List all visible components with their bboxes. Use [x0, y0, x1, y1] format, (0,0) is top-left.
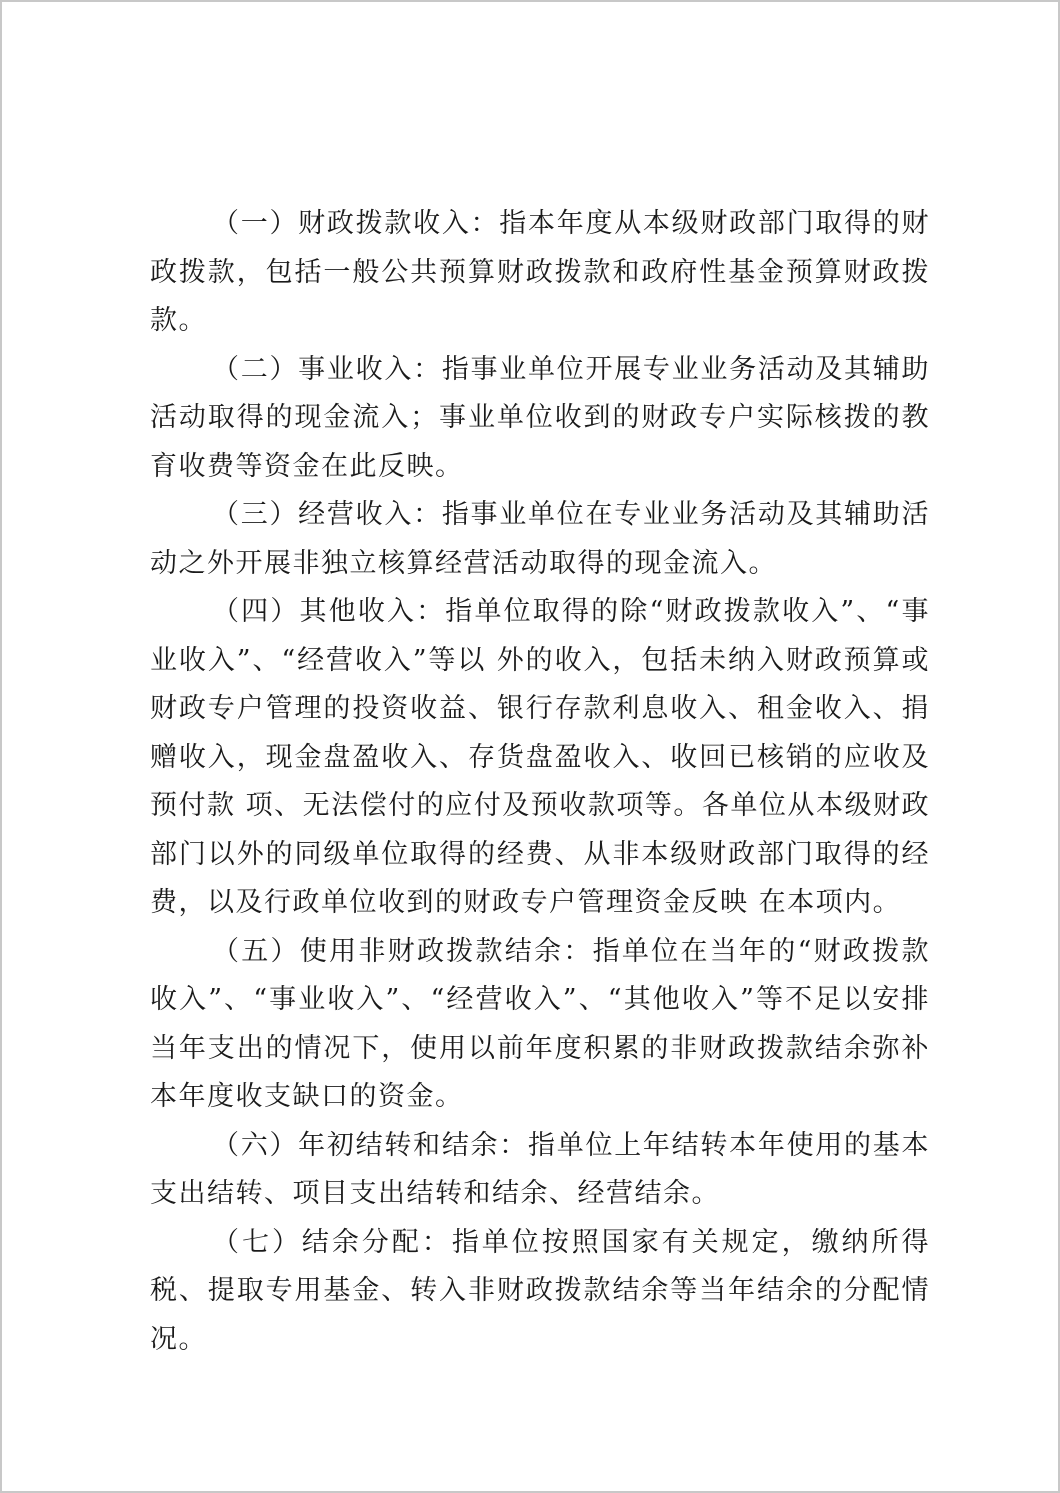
paragraph-opening-carryover: （六）年初结转和结余：指单位上年结转本年使用的基本支出结转、项目支出结转和结余、经营结余。 [150, 1129, 930, 1209]
paragraph-fiscal-appropriation-income: （一）财政拨款收入：指本年度从本级财政部门取得的财政拨款，包括一般公共预算财政拨款和政府性基金预算财政拨款。 [150, 208, 930, 336]
paragraph-other-income: （四）其他收入：指单位取得的除“财政拨款收入”、“事业收入”、“经营收入”等以 外的收入，包括未纳入财政预算或财政专户管理的投资收益、银行存款利息收入、租金收入、捐赠收入，现金盘盈收入、存货盘盈收入、收回已核销的应收及预付款 项、无法偿付的应付及预收款项等。各单位从本级财政部门以外的同级单位取得的经费、从非本级财政部门取得的经费，以及行政单位收到的财政专户管理资金反映 在本项内。 [150, 596, 930, 918]
paragraph-business-income: （二）事业收入：指事业单位开展专业业务活动及其辅助活动取得的现金流入；事业单位收到的财政专户实际核拨的教育收费等资金在此反映。 [150, 353, 930, 482]
document-body [150, 200, 930, 1364]
paragraph-operating-income: （三）经营收入：指事业单位在专业业务活动及其辅助活动之外开展非独立核算经营活动取得的现金流入。 [150, 499, 930, 579]
paragraph-non-fiscal-surplus-use: （五）使用非财政拨款结余：指单位在当年的“财政拨款收入”、“事业收入”、“经营收入”、“其他收入”等不足以安排当年支出的情况下，使用以前年度积累的非财政拨款结余弥补本年度收支缺口的资金。 [150, 935, 930, 1112]
paragraph-surplus-distribution: （七）结余分配：指单位按照国家有关规定，缴纳所得税、提取专用基金、转入非财政拨款结余等当年结余的分配情况。 [150, 1226, 930, 1355]
